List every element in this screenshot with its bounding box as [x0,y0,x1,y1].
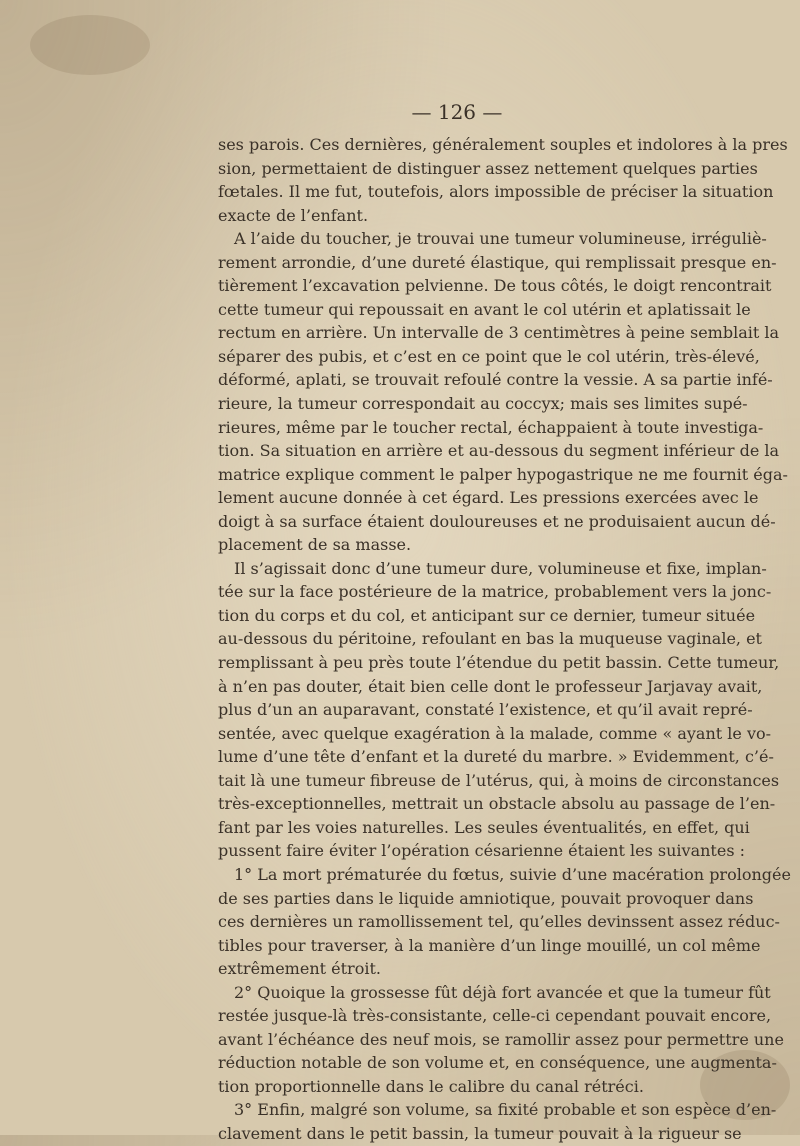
text-line: fant par les voies naturelles. Les seules éventualités, en effet, qui [218,817,750,837]
text-line: rement arrondie, d’une dureté élastique, qui remplissait presque en- [218,252,777,272]
text-line: rieure, la tumeur correspondait au coccyx; mais ses limites supé- [218,394,748,414]
text-line: sentée, avec quelque exagération à la malade, comme « ayant le vo- [218,723,772,743]
text-line: A l’aide du toucher, je trouvai une tumeur volumineuse, irréguliè- [234,229,767,249]
text-line: rieures, même par le toucher rectal, échappaient à toute investiga- [218,417,764,437]
text-line: réduction notable de son volume et, en conséquence, une augmenta- [218,1053,777,1073]
text-line: au-dessous du péritoine, refoulant en bas la muqueuse vaginale, et [218,629,762,649]
paper-stain [30,15,150,75]
text-line: tion du corps et du col, et anticipant sur ce dernier, tumeur située [218,605,756,625]
text-line: extrêmement étroit. [218,959,381,979]
text-line: de ses parties dans le liquide amniotique, pouvait provoquer dans [218,888,754,908]
text-line: avant l’échéance des neuf mois, se ramollir assez pour permettre une [218,1029,784,1049]
text-line: lume d’une tête d’enfant et la dureté du marbre. » Evidemment, c’é- [218,747,774,767]
text-line: tion. Sa situation en arrière et au-dessous du segment inférieur de la [218,441,780,461]
text-line: restée jusque-là très-consistante, celle-ci cependant pouvait encore, [218,1006,772,1026]
text-line: à n’en pas douter, était bien celle dont le professeur Jarjavay avait, [218,676,763,696]
text-line: déformé, aplati, se trouvait refoulé contre la vessie. A sa partie infé- [218,370,773,390]
body-text [218,133,791,1146]
text-line: sion, permettaient de distinguer assez nettement quelques parties [218,158,758,178]
text-line: tée sur la face postérieure de la matrice, probablement vers la jonc- [218,582,772,602]
text-line: fœtales. Il me fut, toutefois, alors impossible de préciser la situation [218,182,774,202]
text-line: doigt à sa surface étaient douloureuses et ne produisaient aucun dé- [218,511,776,531]
text-line: lement aucune donnée à cet égard. Les pressions exercées avec le [218,488,759,508]
text-line: tibles pour traverser, à la manière d’un linge mouillé, un col même [218,935,761,955]
text-line: placement de sa masse. [218,535,412,555]
text-line: Il s’agissait donc d’une tumeur dure, volumineuse et fixe, implan- [234,558,767,578]
text-line: très-exceptionnelles, mettrait un obstacle absolu au passage de l’en- [218,794,776,814]
text-line: tièrement l’excavation pelvienne. De tous côtés, le doigt rencontrait [218,276,772,296]
text-line: séparer des pubis, et c’est en ce point que le col utérin, très-élevé, [218,346,760,366]
text-line: pussent faire éviter l’opération césarienne étaient les suivantes : [218,841,746,861]
text-line: remplissant à peu près toute l’étendue du petit bassin. Cette tumeur, [218,653,780,673]
text-line: plus d’un an auparavant, constaté l’existence, et qu’il avait repré- [218,700,753,720]
text-line: cette tumeur qui repoussait en avant le col utérin et aplatissait le [218,299,751,319]
text-line: tait là une tumeur fibreuse de l’utérus, qui, à moins de circonstances [218,770,780,790]
text-line: tion proportionnelle dans le calibre du canal rétréci. [218,1076,644,1096]
text-line: clavement dans le petit bassin, la tumeur pouvait à la rigueur se [218,1123,742,1143]
text-line: 3° Enfin, malgré son volume, sa fixité probable et son espèce d’en- [234,1100,777,1120]
page-number: — 126 — [411,100,503,124]
text-line: matrice explique comment le palper hypogastrique ne me fournit éga- [218,464,788,484]
text-line: exacte de l’enfant. [218,205,369,225]
text-line: 2° Quoique la grossesse fût déjà fort avancée et que la tumeur fût [234,982,771,1002]
text-line: ces dernières un ramollissement tel, qu’elles devinssent assez réduc- [218,912,780,932]
text-line: rectum en arrière. Un intervalle de 3 centimètres à peine semblait la [218,323,780,343]
text-line: 1° La mort prématurée du fœtus, suivie d’une macération prolongée [234,864,791,884]
text-line: ses parois. Ces dernières, généralement souples et indolores à la pres [218,135,788,154]
